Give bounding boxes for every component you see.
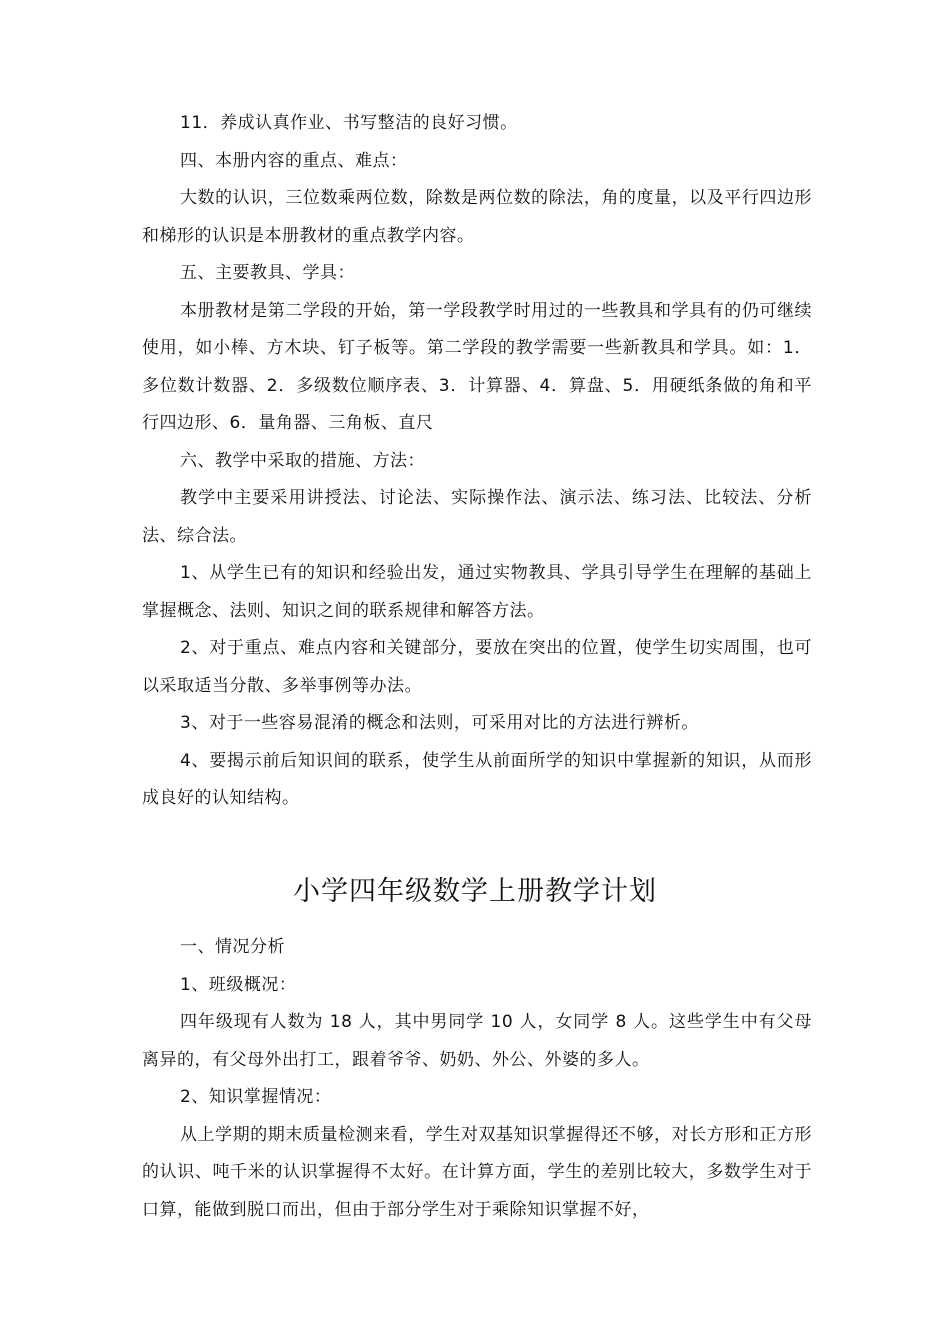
- method-item-4: 4、要揭示前后知识间的联系，使学生从前面所学的知识中掌握新的知识，从而形成良好的认知结构。: [142, 750, 812, 808]
- method-item-2: 2、对于重点、难点内容和关键部分，要放在突出的位置，使学生切实周围，也可以采取适当分散、多举事例等办法。: [142, 638, 812, 696]
- method-item-1: 1、从学生已有的知识和经验出发，通过实物教具、学具引导学生在理解的基础上掌握概念、法则、知识之间的联系规律和解答方法。: [142, 563, 812, 621]
- document-title: 小学四年级数学上册教学计划: [293, 876, 657, 907]
- teaching-plan-continued-section: [142, 105, 812, 818]
- situation-analysis-section: [142, 929, 812, 1229]
- teaching-methods-heading: 六、教学中采取的措施、方法：: [180, 450, 425, 471]
- key-points-paragraph: 大数的认识，三位数乘两位数，除数是两位数的除法，角的度量，以及平行四边形和梯形的认识是本册教材的重点教学内容。: [142, 188, 812, 246]
- teaching-methods-paragraph: 教学中主要采用讲授法、讨论法、实际操作法、演示法、练习法、比较法、分析法、综合法。: [142, 488, 812, 546]
- class-overview-heading: 1、班级概况：: [180, 974, 297, 995]
- teaching-aids-paragraph: 本册教材是第二学段的开始，第一学段教学时用过的一些教具和学具有的仍可继续使用，如小棒、方木块、钉子板等。第二学段的教学需要一些新教具和学具。如：1．多位数计数器、2．多级数位顺序表、3．计算器、4．算盘、5．用硬纸条做的角和平行四边形、6．量角器、三角板、直尺: [142, 300, 812, 433]
- teaching-aids-heading: 五、主要教具、学具：: [180, 263, 355, 283]
- situation-analysis-heading: 一、情况分析: [180, 937, 285, 957]
- class-overview-paragraph: 四年级现有人数为 18 人，其中男同学 10 人，女同学 8 人。这些学生中有父母离异的，有父母外出打工，跟着爷爷、奶奶、外公、外婆的多人。: [142, 1012, 812, 1070]
- habit-goal-item-11: 11．养成认真作业、书写整洁的良好习惯。: [180, 113, 518, 133]
- method-item-3: 3、对于一些容易混淆的概念和法则，可采用对比的方法进行辨析。: [180, 713, 699, 733]
- knowledge-mastery-paragraph: 从上学期的期末质量检测来看，学生对双基知识掌握得还不够，对长方形和正方形的认识、吨千米的认识掌握得不太好。在计算方面，学生的差别比较大，多数学生对于口算，能做到脱口而出，但由于部分学生对于乘除知识掌握不好，: [142, 1124, 812, 1220]
- knowledge-mastery-heading: 2、知识掌握情况：: [180, 1087, 332, 1107]
- key-points-heading: 四、本册内容的重点、难点：: [180, 150, 408, 171]
